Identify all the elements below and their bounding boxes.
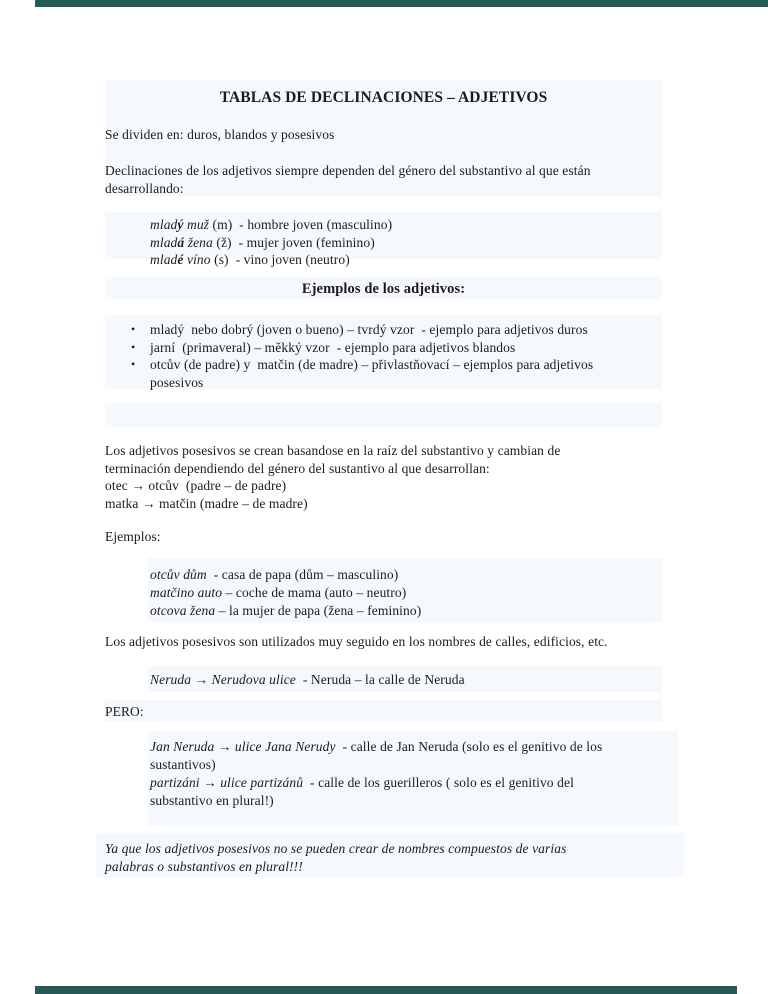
bullet-icon: •: [131, 322, 136, 336]
bullet-item-line: posesivos: [131, 374, 593, 392]
bullet-item-line: • otcův (de padre) y matčin (de madre) – přivlastňovací – ejemplos para adjetivos: [131, 357, 594, 373]
adjective-types-bullet-list: [131, 321, 593, 391]
highlight-band: [105, 403, 662, 427]
top-accent-bar: [35, 0, 768, 7]
jan-neruda-block: Jan Neruda → ulice Jana Nerudy - calle de Jan Neruda (solo es el genitivo de los sustantivos) partizáni → ulice partizánů - calle de los guerilleros ( solo es el genitivo del substantivo en plural!): [150, 739, 603, 808]
bottom-accent-bar: [35, 986, 737, 994]
intro-paragraph: Declinaciones de los adjetivos siempre dependen del género del substantivo al que están desarrollando:: [105, 163, 591, 196]
gender-examples: mladý muž (m) - hombre joven (masculino) mladá žena (ž) - mujer joven (feminino) mladé víno (s) - vino joven (neutro): [150, 217, 393, 268]
bullet-icon: •: [131, 339, 136, 354]
final-note: Ya que los adjetivos posesivos no se pueden crear de nombres compuestos de varias palabras o substantivos en plural!!!: [105, 841, 567, 875]
bullet-icon: •: [131, 357, 136, 372]
calles-line: Los adjetivos posesivos son utilizados muy seguido en los nombres de calles, edificios, etc.: [105, 634, 608, 649]
ejemplos-label: Ejemplos:: [105, 529, 161, 544]
possessive-paragraph: Los adjetivos posesivos se crean basandose en la raíz del substantivo y cambian de terminación dependiendo del género del sustantivo al que desarrollan: otec → otcův (padre – de padre) matka → matčin (madre – de madre): [105, 443, 561, 511]
bullet-icon: [131, 374, 150, 392]
highlight-band: [105, 700, 662, 722]
bullet-item-line: • jarní (primaveral) – měkký vzor - ejemplo para adjetivos blandos: [131, 339, 516, 355]
pero-label: PERO:: [105, 704, 144, 719]
bullet-item-line: • mladý nebo dobrý (joven o bueno) – tvrdý vzor - ejemplo para adjetivos duros: [131, 322, 588, 337]
page-title: TABLAS DE DECLINACIONES – ADJETIVOS: [219, 89, 548, 106]
neruda-example-line: Neruda → Nerudova ulice - Neruda – la calle de Neruda: [150, 672, 465, 687]
possessive-examples: otcův dům - casa de papa (dům – masculino) matčino auto – coche de mama (auto – neutro) otcova žena – la mujer de papa (žena – feminino): [150, 567, 422, 619]
section-heading-ejemplos: Ejemplos de los adjetivos:: [301, 281, 466, 297]
intro-line: Se dividen en: duros, blandos y posesivos: [105, 127, 335, 142]
